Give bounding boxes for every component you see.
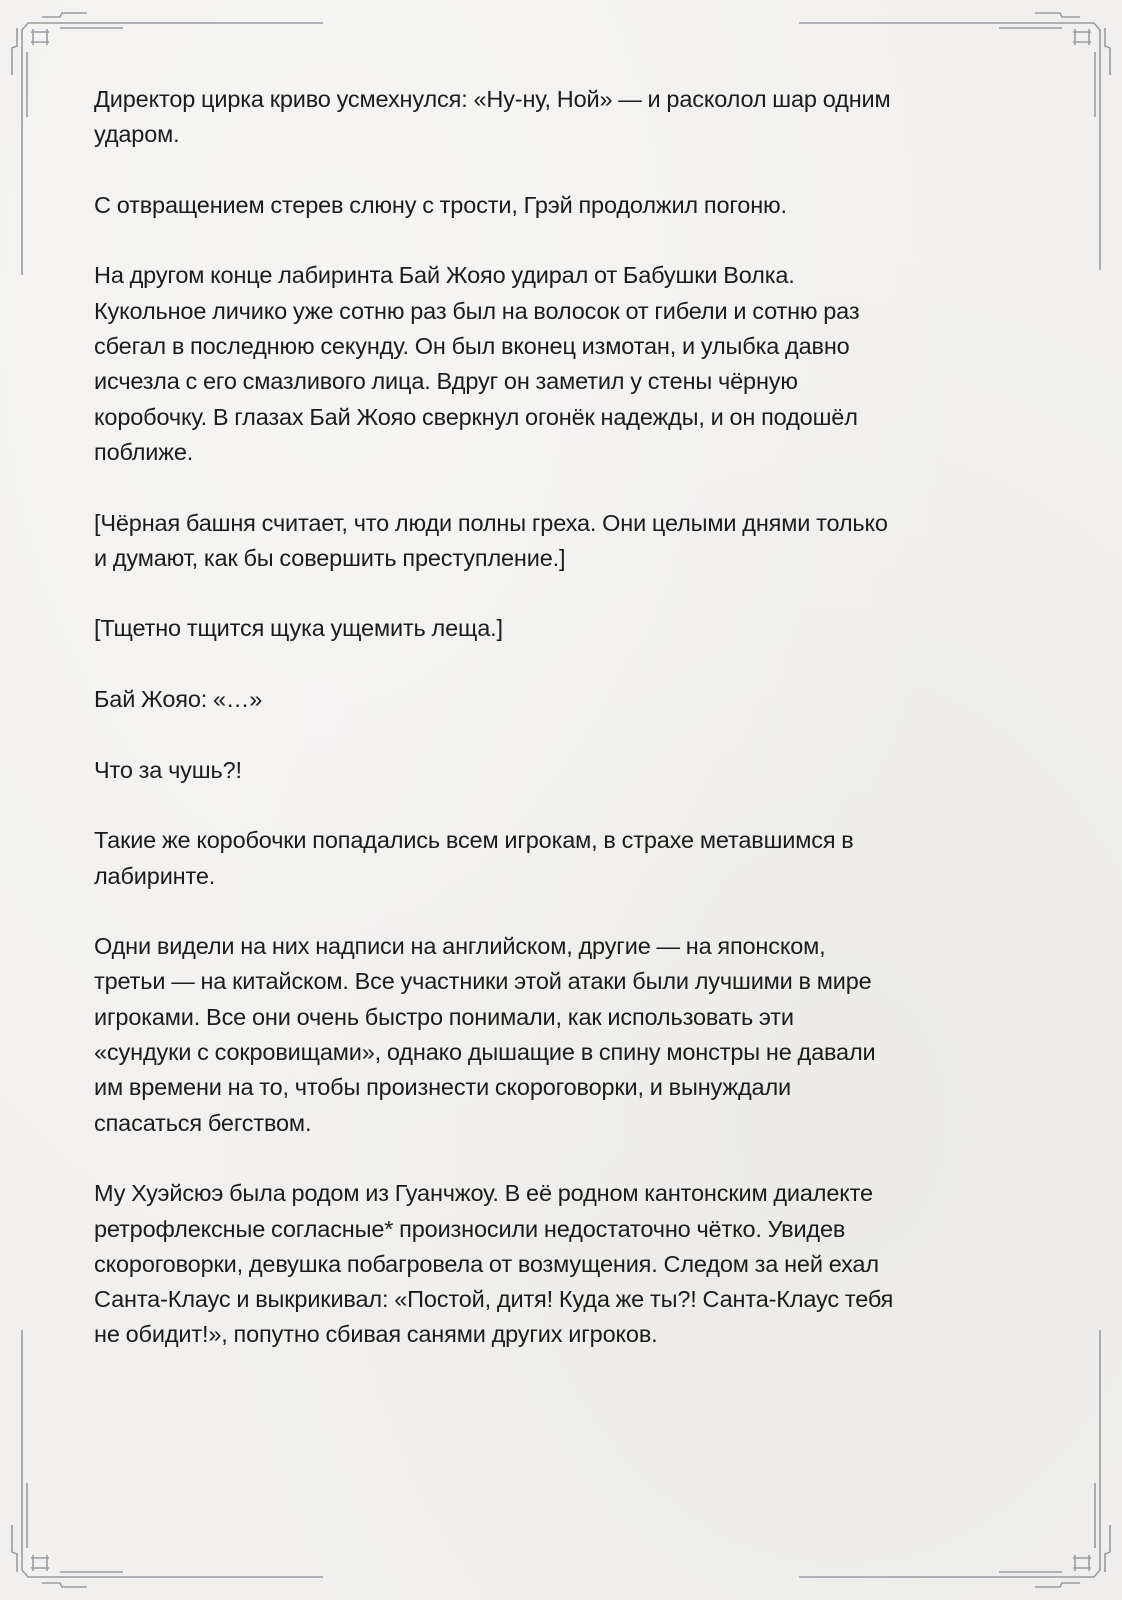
text-line: спасаться бегством. [94,1109,312,1136]
text-line: Му Хуэйсюэ была родом из Гуанчжоу. В её родном кантонским диалекте [94,1180,873,1207]
paragraph-6 [94,682,1034,717]
text-line: ударом. [94,121,180,148]
paragraph-10 [94,1176,1034,1352]
hash-glyph-icon [31,29,49,45]
text-line: сбегал в последнюю секунду. Он был вконец измотан, и улыбка давно [94,333,850,360]
paragraph-9 [94,929,1034,1141]
hash-glyph-icon [1073,1555,1091,1571]
text-line: и думают, как бы совершить преступление.] [94,544,566,571]
hash-glyph-icon [1073,29,1091,45]
text-line: «сундуки с сокровищами», однако дышащие в спину монстры не давали [94,1039,876,1066]
hash-glyph-icon [31,1555,49,1571]
text-line: не обидит!», попутно сбивая санями других игроков. [94,1321,658,1348]
paragraph-7 [94,753,1034,788]
paragraph-3 [94,258,1034,470]
paragraph-1 [94,82,1034,153]
text-line: С отвращением стерев слюну с трости, Грэй продолжил погоню. [94,191,787,218]
text-line: Одни видели на них надписи на английском, другие — на японском, [94,933,826,960]
text-line: Санта-Клаус и выкрикивал: «Постой, дитя! Куда же ты?! Санта-Клаус тебя [94,1286,894,1313]
text-line: им времени на то, чтобы произнести скороговорки, и вынуждали [94,1074,791,1101]
text-line: На другом конце лабиринта Бай Жояо удирал от Бабушки Волка. [94,262,795,289]
text-line: третьи — на китайском. Все участники этой атаки были лучшими в мире [94,968,872,995]
text-line: Кукольное личико уже сотню раз был на волосок от гибели и сотню раз [94,297,860,324]
text-line: лабиринте. [94,862,216,889]
text-line: [Чёрная башня считает, что люди полны греха. Они целыми днями только [94,509,888,536]
text-line: исчезла с его смазливого лица. Вдруг он заметил у стены чёрную [94,368,798,395]
text-line: коробочку. В глазах Бай Жояо сверкнул огонёк надежды, и он подошёл [94,403,858,430]
text-line: Директор цирка криво усмехнулся: «Ну-ну, Ной» — и расколол шар одним [94,86,891,112]
paragraph-4 [94,506,1034,577]
text-line: скороговорки, девушка побагровела от возмущения. Следом за ней ехал [94,1250,879,1277]
text-line: Такие же коробочки попадались всем игрокам, в страхе метавшимся в [94,827,854,854]
text-line: поближе. [94,438,194,465]
document-body [94,82,1034,1388]
text-line: игроками. Все они очень быстро понимали, как использовать эти [94,1003,794,1030]
text-line: Что за чушь?! [94,756,242,783]
paragraph-8 [94,823,1034,894]
text-line: [Тщетно тщится щука ущемить леща.] [94,615,503,642]
paragraph-2 [94,188,1034,223]
text-line: Бай Жояо: «…» [94,686,263,713]
paragraph-5 [94,611,1034,646]
text-line: ретрофлексные согласные* произносили недостаточно чётко. Увидев [94,1215,846,1242]
